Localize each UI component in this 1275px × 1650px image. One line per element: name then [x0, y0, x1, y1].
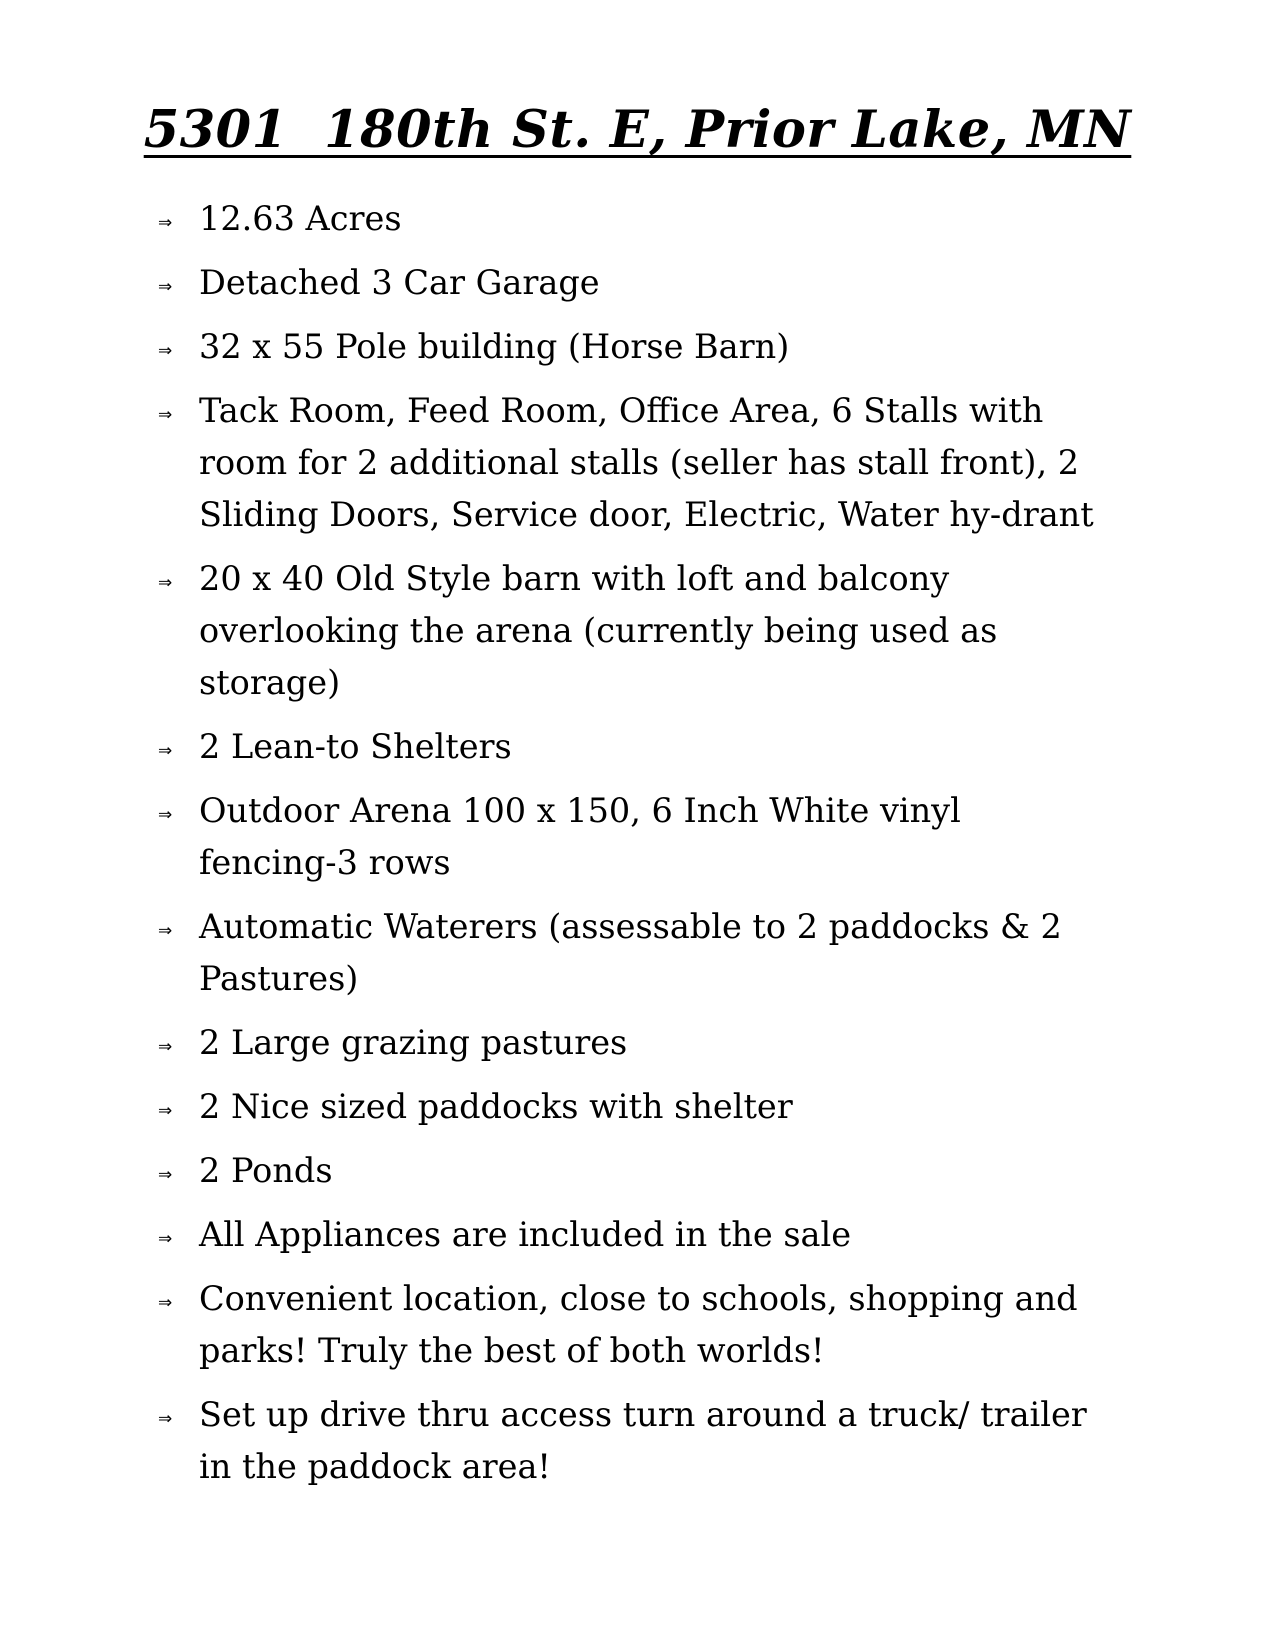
list-item [158, 321, 1108, 373]
double-arrow-right-icon: ⇒ [158, 405, 173, 425]
list-item [158, 193, 1108, 245]
double-arrow-right-icon: ⇒ [158, 805, 173, 825]
double-arrow-right-icon: ⇒ [158, 1101, 173, 1121]
feature-text: 2 Lean-to Shelters [199, 727, 512, 766]
feature-text: 32 x 55 Pole building (Horse Barn) [199, 327, 790, 366]
feature-text: 12.63 Acres [199, 199, 402, 238]
feature-text: Detached 3 Car Garage [199, 263, 600, 302]
list-item [158, 385, 1108, 541]
list-item [158, 901, 1108, 1005]
feature-text: 2 Large grazing pastures [199, 1023, 628, 1062]
feature-text: Outdoor Arena 100 x 150, 6 Inch White vinyl fencing-3 rows [199, 791, 961, 882]
double-arrow-right-icon: ⇒ [158, 1293, 173, 1313]
double-arrow-right-icon: ⇒ [158, 1229, 173, 1249]
feature-list [158, 193, 1108, 1505]
double-arrow-right-icon: ⇒ [158, 573, 173, 593]
feature-text: Automatic Waterers (assessable to 2 paddocks & 2 Pastures) [199, 907, 1062, 998]
list-item [158, 257, 1108, 309]
list-item [158, 1145, 1108, 1197]
double-arrow-right-icon: ⇒ [158, 741, 173, 761]
feature-text: 20 x 40 Old Style barn with loft and balcony overlooking the arena (currently being used as storage) [199, 559, 998, 702]
page-title [0, 98, 1275, 162]
list-item [158, 1273, 1108, 1377]
list-item [158, 1389, 1108, 1493]
feature-text: All Appliances are included in the sale [199, 1215, 852, 1254]
list-item [158, 785, 1108, 889]
double-arrow-right-icon: ⇒ [158, 1165, 173, 1185]
feature-text: 2 Nice sized paddocks with shelter [199, 1087, 793, 1126]
list-item [158, 721, 1108, 773]
double-arrow-right-icon: ⇒ [158, 1409, 173, 1429]
feature-text: Set up drive thru access turn around a truck/ trailer in the paddock area! [199, 1395, 1087, 1486]
double-arrow-right-icon: ⇒ [158, 341, 173, 361]
list-item [158, 553, 1108, 709]
list-item [158, 1209, 1108, 1261]
title-text: 5301 180th St. E, Prior Lake, MN [143, 100, 1132, 160]
list-item [158, 1017, 1108, 1069]
feature-text: Convenient location, close to schools, shopping and parks! Truly the best of both worlds! [199, 1279, 1078, 1370]
double-arrow-right-icon: ⇒ [158, 213, 173, 233]
double-arrow-right-icon: ⇒ [158, 1037, 173, 1057]
double-arrow-right-icon: ⇒ [158, 921, 173, 941]
feature-text: 2 Ponds [199, 1151, 333, 1190]
double-arrow-right-icon: ⇒ [158, 277, 173, 297]
list-item [158, 1081, 1108, 1133]
feature-text: Tack Room, Feed Room, Office Area, 6 Stalls with room for 2 additional stalls (seller has stall front), 2 Sliding Doors, Service door, Electric, Water hy-drant [199, 391, 1094, 534]
